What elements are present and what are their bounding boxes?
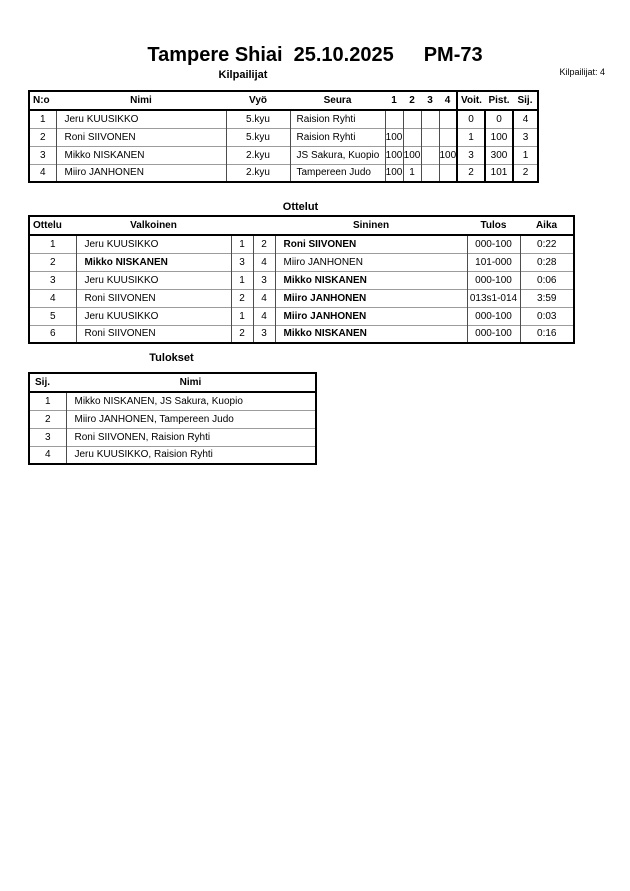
match-time: 0:03	[520, 307, 574, 325]
competitors-count-label: Kilpailijat: 4	[559, 67, 605, 77]
round-score	[421, 164, 439, 182]
round-score: 1	[403, 164, 421, 182]
white-player-no: 1	[231, 271, 253, 289]
match-row	[29, 271, 574, 289]
round-score: 100	[385, 128, 403, 146]
competitor-wins: 3	[457, 146, 485, 164]
white-player: Roni SIIVONEN	[76, 325, 231, 343]
match-result: 000-100	[467, 307, 520, 325]
col-header-wins: Voit.	[457, 91, 485, 110]
result-row	[29, 410, 316, 428]
competitor-no: 4	[29, 164, 56, 182]
match-result: 101-000	[467, 253, 520, 271]
blue-player-no: 4	[253, 289, 275, 307]
white-player-no: 1	[231, 307, 253, 325]
matches-header-row	[29, 216, 574, 235]
competitor-wins: 1	[457, 128, 485, 146]
result-row	[29, 392, 316, 410]
col-header-time: Aika	[520, 216, 574, 235]
col-header-belt: Vyö	[226, 91, 290, 110]
competitor-place: 1	[513, 146, 538, 164]
result-place: 3	[29, 428, 66, 446]
round-score	[385, 110, 403, 128]
competitor-name: Roni SIIVONEN	[56, 128, 226, 146]
col-header-club: Seura	[290, 91, 385, 110]
white-player-no: 2	[231, 289, 253, 307]
round-score	[421, 128, 439, 146]
blue-player-no: 3	[253, 325, 275, 343]
blue-player: Mikko NISKANEN	[275, 325, 467, 343]
blue-player: Miiro JANHONEN	[275, 289, 467, 307]
results-table	[28, 372, 317, 465]
match-result: 000-100	[467, 325, 520, 343]
match-time: 0:16	[520, 325, 574, 343]
event-date: 25.10.2025	[293, 44, 394, 66]
competitor-club: Raision Ryhti	[290, 110, 385, 128]
white-player-no: 3	[231, 253, 253, 271]
round-score: 100	[385, 164, 403, 182]
competitors-header-row	[29, 91, 538, 110]
competitor-belt: 2.kyu	[226, 164, 290, 182]
weight-class: PM-73	[423, 44, 483, 66]
competitor-row	[29, 110, 538, 128]
white-player: Jeru KUUSIKKO	[76, 235, 231, 253]
round-score	[421, 110, 439, 128]
col-header-place: Sij.	[29, 373, 66, 392]
competitor-name: Mikko NISKANEN	[56, 146, 226, 164]
competitor-points: 100	[485, 128, 513, 146]
result-row	[29, 428, 316, 446]
round-score: 100	[403, 146, 421, 164]
col-header-blue: Sininen	[275, 216, 467, 235]
result-place: 4	[29, 446, 66, 464]
white-player: Jeru KUUSIKKO	[76, 307, 231, 325]
round-score	[421, 146, 439, 164]
round-score	[439, 128, 457, 146]
round-score	[439, 110, 457, 128]
match-time: 0:06	[520, 271, 574, 289]
col-header-round-3: 3	[421, 91, 439, 110]
blue-player: Mikko NISKANEN	[275, 271, 467, 289]
competitor-points: 300	[485, 146, 513, 164]
event-name: Tampere Shiai	[147, 44, 283, 66]
match-no: 6	[29, 325, 76, 343]
col-header-place: Sij.	[513, 91, 538, 110]
competitor-name: Jeru KUUSIKKO	[56, 110, 226, 128]
result-name: Jeru KUUSIKKO, Raision Ryhti	[66, 446, 316, 464]
match-row	[29, 307, 574, 325]
match-time: 0:28	[520, 253, 574, 271]
blue-player-no: 3	[253, 271, 275, 289]
results-header-row	[29, 373, 316, 392]
blue-player: Roni SIIVONEN	[275, 235, 467, 253]
competitor-place: 2	[513, 164, 538, 182]
blue-player: Miiro JANHONEN	[275, 253, 467, 271]
competitor-club: Tampereen Judo	[290, 164, 385, 182]
competitor-club: Raision Ryhti	[290, 128, 385, 146]
round-score: 100	[439, 146, 457, 164]
result-name: Mikko NISKANEN, JS Sakura, Kuopio	[66, 392, 316, 410]
match-result: 013s1-014	[467, 289, 520, 307]
match-no: 5	[29, 307, 76, 325]
competitor-no: 2	[29, 128, 56, 146]
match-row	[29, 325, 574, 343]
col-header-result: Tulos	[467, 216, 520, 235]
match-row	[29, 289, 574, 307]
blue-player: Miiro JANHONEN	[275, 307, 467, 325]
match-no: 4	[29, 289, 76, 307]
competitor-wins: 2	[457, 164, 485, 182]
col-header-name: Nimi	[56, 91, 226, 110]
competitor-place: 4	[513, 110, 538, 128]
match-time: 3:59	[520, 289, 574, 307]
col-header-name: Nimi	[66, 373, 316, 392]
competitor-no: 1	[29, 110, 56, 128]
white-player-no: 1	[231, 235, 253, 253]
blue-player-no: 4	[253, 253, 275, 271]
col-header-round-1: 1	[385, 91, 403, 110]
match-result: 000-100	[467, 235, 520, 253]
blue-player-no: 2	[253, 235, 275, 253]
white-player: Mikko NISKANEN	[76, 253, 231, 271]
round-score	[403, 110, 421, 128]
col-header-points: Pist.	[485, 91, 513, 110]
match-no: 3	[29, 271, 76, 289]
competitor-belt: 5.kyu	[226, 128, 290, 146]
col-header-no: N:o	[29, 91, 56, 110]
col-header-white-no	[231, 216, 253, 235]
white-player-no: 2	[231, 325, 253, 343]
competitor-club: JS Sakura, Kuopio	[290, 146, 385, 164]
white-player: Roni SIIVONEN	[76, 289, 231, 307]
competitor-row	[29, 146, 538, 164]
competitor-wins: 0	[457, 110, 485, 128]
competitor-place: 3	[513, 128, 538, 146]
col-header-white: Valkoinen	[76, 216, 231, 235]
matches-table	[28, 215, 575, 344]
match-row	[29, 235, 574, 253]
col-header-match: Ottelu	[29, 216, 76, 235]
competitor-name: Miiro JANHONEN	[56, 164, 226, 182]
competitor-belt: 5.kyu	[226, 110, 290, 128]
competitors-table	[28, 90, 539, 183]
match-time: 0:22	[520, 235, 574, 253]
competitors-section-title: Kilpailijat	[218, 69, 268, 81]
results-section-title: Tulokset	[149, 352, 194, 364]
round-score	[403, 128, 421, 146]
match-no: 2	[29, 253, 76, 271]
col-header-round-4: 4	[439, 91, 457, 110]
blue-player-no: 4	[253, 307, 275, 325]
match-no: 1	[29, 235, 76, 253]
white-player: Jeru KUUSIKKO	[76, 271, 231, 289]
page-title	[0, 44, 630, 67]
competitor-row	[29, 128, 538, 146]
result-name: Roni SIIVONEN, Raision Ryhti	[66, 428, 316, 446]
result-place: 1	[29, 392, 66, 410]
round-score	[439, 164, 457, 182]
col-header-blue-no	[253, 216, 275, 235]
competitor-belt: 2.kyu	[226, 146, 290, 164]
round-score: 100	[385, 146, 403, 164]
col-header-round-2: 2	[403, 91, 421, 110]
result-place: 2	[29, 410, 66, 428]
competitor-row	[29, 164, 538, 182]
match-result: 000-100	[467, 271, 520, 289]
result-name: Miiro JANHONEN, Tampereen Judo	[66, 410, 316, 428]
match-row	[29, 253, 574, 271]
competitor-points: 0	[485, 110, 513, 128]
competitor-no: 3	[29, 146, 56, 164]
competitor-points: 101	[485, 164, 513, 182]
result-row	[29, 446, 316, 464]
matches-section-title: Ottelut	[282, 201, 319, 213]
